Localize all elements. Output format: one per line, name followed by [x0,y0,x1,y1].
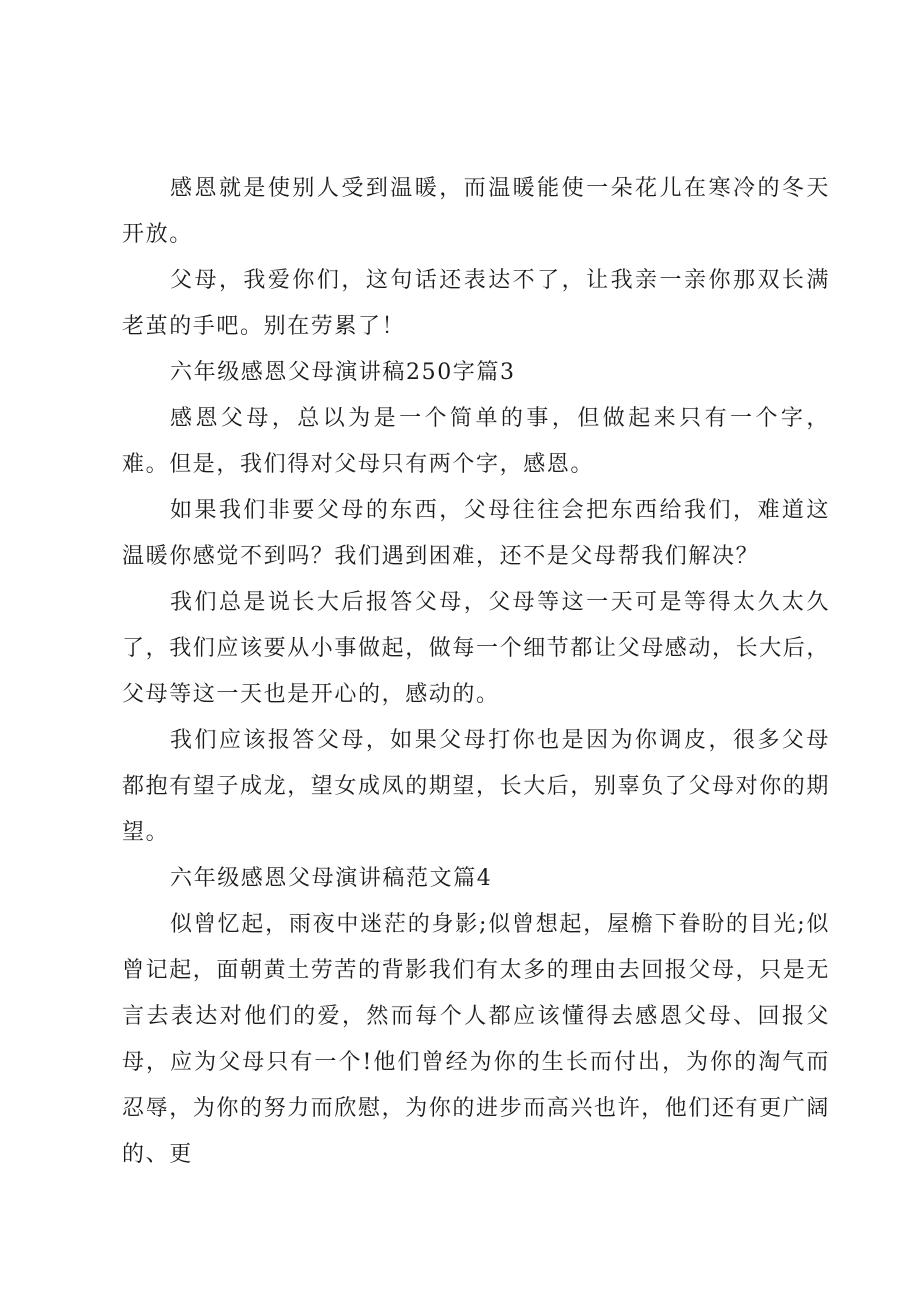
paragraph: 我们应该报答父母，如果父母打你也是因为你调皮，很多父母都抱有望子成龙，望女成凤的期望，长大后，别辜负了父母对你的期望。 [122,728,831,845]
section-heading: 六年级感恩父母演讲稿范文篇4 [170,866,493,891]
paragraph: 如果我们非要父母的东西，父母往往会把东西给我们，难道这温暖你感觉不到吗？我们遇到困难，还不是父母帮我们解决？ [122,498,830,569]
section-heading: 六年级感恩父母演讲稿250字篇3 [170,360,516,385]
paragraph: 感恩父母，总以为是一个简单的事，但做起来只有一个字，难。但是，我们得对父母只有两个字，感恩。 [122,406,830,477]
paragraph: 父母，我爱你们，这句话还表达不了，让我亲一亲你那双长满老茧的手吧。别在劳累了！ [122,268,830,339]
paragraph: 感恩就是使别人受到温暖，而温暖能使一朵花儿在寒冷的冬天开放。 [122,176,830,247]
document-body [122,166,830,1178]
paragraph: 似曾忆起，雨夜中迷茫的身影;似曾想起，屋檐下眷盼的目光;似曾记起，面朝黄土劳苦的背影我们有太多的理由去回报父母，只是无言去表达对他们的爱，然而每个人都应该懂得去感恩父母、回报父母，应为父母只有一个!他们曾经为你的生长而付出，为你的淘气而忍辱，为你的努力而欣慰，为你的进步而高兴也许，他们还有更广阔的、更 [122,912,831,1167]
paragraph: 我们总是说长大后报答父母，父母等这一天可是等得太久太久了，我们应该要从小事做起，做每一个细节都让父母感动，长大后，父母等这一天也是开心的，感动的。 [122,590,831,707]
